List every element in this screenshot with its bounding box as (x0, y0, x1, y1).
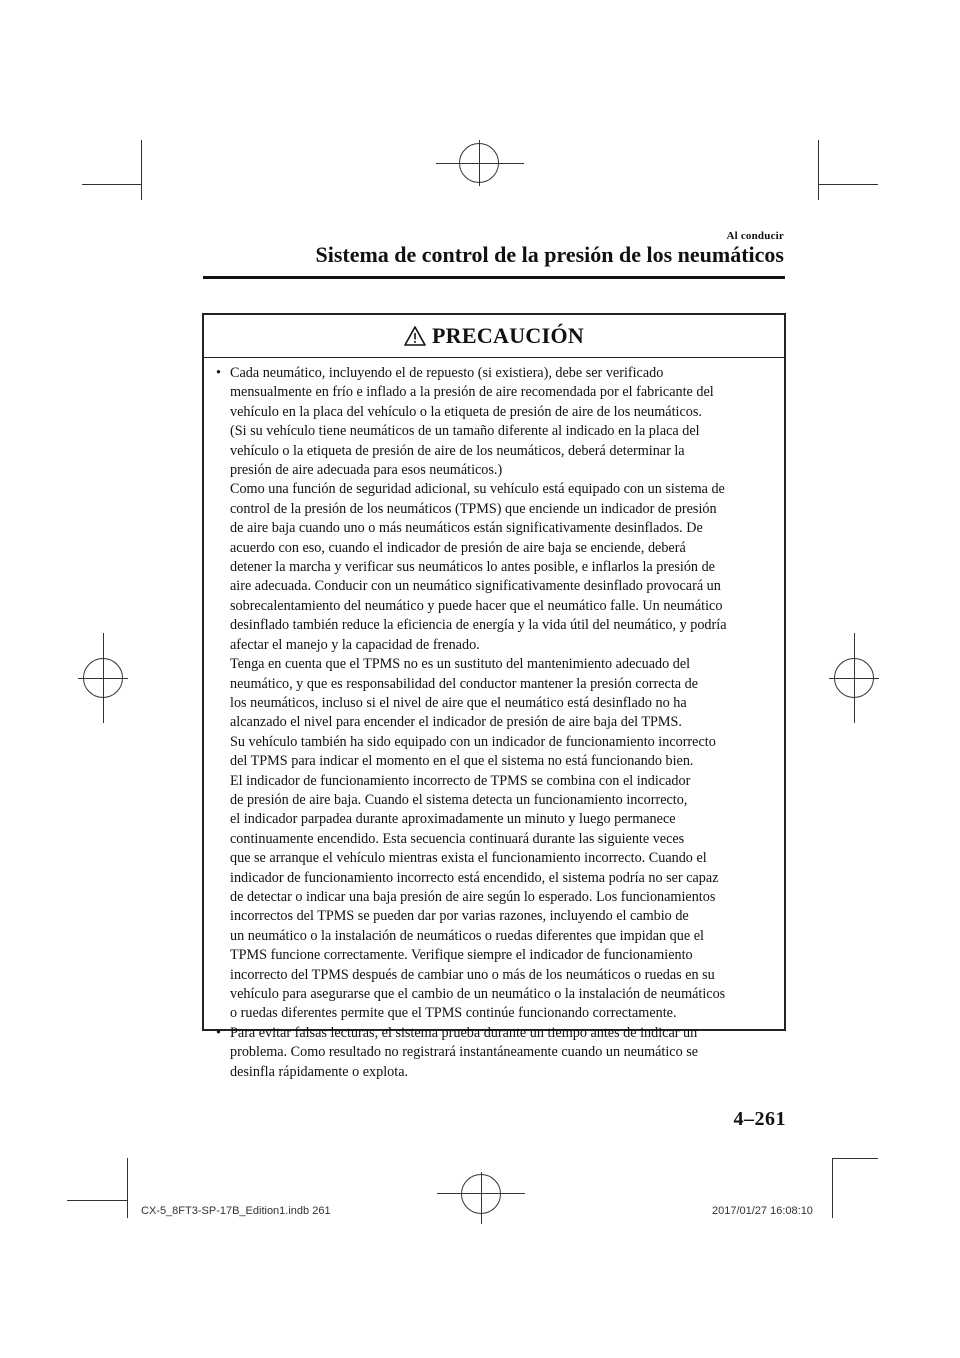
text-line: vehículo o la etiqueta de presión de aire de los neumáticos, deberá determinar la (230, 442, 685, 459)
text-line: control de la presión de los neumáticos (TPMS) que enciende un indicador de presión (230, 500, 717, 517)
text-line: incorrecto del TPMS después de cambiar uno o más de los neumáticos o ruedas en su (230, 966, 715, 983)
caution-title: PRECAUCIÓN (431, 323, 585, 348)
bullet-text (230, 364, 776, 1024)
text-line: un neumático o la instalación de neumáticos o ruedas diferentes que impidan que el (230, 927, 704, 944)
section-label: Al conducir (726, 230, 784, 242)
text-line: continuamente encendido. Esta secuencia continuará durante las siguiente veces (230, 830, 685, 847)
text-line: o ruedas diferentes permite que el TPMS continúe funcionando correctamente. (230, 1005, 677, 1022)
title-rule (203, 276, 785, 279)
text-line: alcanzado el nivel para encender el indicador de presión de aire baja del TPMS. (230, 714, 682, 731)
text-line: de aire baja cuando uno o más neumáticos están significativamente desinflados. De (230, 520, 703, 537)
page-number: 4–261 (733, 1108, 786, 1130)
text-line: desinflado también reduce la eficiencia de energía y la vida útil del neumático, y podría (230, 617, 727, 634)
text-line: desinfla rápidamente o explota. (230, 1063, 409, 1080)
text-line: de presión de aire baja. Cuando el sistema detecta un funcionamiento incorrecto, (230, 791, 688, 808)
bullet-item (216, 1024, 776, 1082)
text-line: acuerdo con eso, cuando el indicador de presión de aire baja se enciende, deberá (230, 539, 686, 556)
page-title: Sistema de control de la presión de los neumáticos (315, 242, 784, 267)
text-line: TPMS funcione correctamente. Verifique siempre el indicador de funcionamiento (230, 947, 693, 964)
bullet-mark: • (216, 1024, 221, 1041)
warning-triangle-icon (404, 326, 426, 346)
text-line: los neumáticos, incluso si el nivel de aire que el neumático está desinflado no ha (230, 694, 687, 711)
text-line: problema. Como resultado no registrará instantáneamente cuando un neumático se (230, 1044, 699, 1061)
text-line: vehículo en la placa del vehículo o la etiqueta de presión de aire de los neumáticos. (230, 403, 702, 420)
text-line: Tenga en cuenta que el TPMS no es un sustituto del mantenimiento adecuado del (230, 656, 691, 673)
bullet-text (230, 1024, 776, 1082)
text-line: El indicador de funcionamiento incorrecto de TPMS se combina con el indicador (230, 772, 691, 789)
text-line: Su vehículo también ha sido equipado con un indicador de funcionamiento incorrecto (230, 733, 716, 750)
text-line: que se arranque el vehículo mientras exista el funcionamiento incorrecto. Cuando el (230, 850, 707, 867)
text-line: (Si su vehículo tiene neumáticos de un tamaño diferente al indicado en la placa del (230, 423, 700, 440)
text-line: sobrecalentamiento del neumático y puede hacer que el neumático falle. Un neumático (230, 597, 723, 614)
caution-body (204, 358, 784, 1082)
footer-file: CX-5_8FT3-SP-17B_Edition1.indb 261 (141, 1205, 331, 1217)
text-line: presión de aire adecuada para esos neumáticos.) (230, 462, 503, 479)
text-line: vehículo para asegurarse que el cambio de un neumático o la instalación de neumáticos (230, 986, 726, 1002)
bullet-item (216, 364, 776, 1024)
text-line: indicador de funcionamiento incorrecto está encendido, el sistema podría no ser capaz (230, 869, 719, 886)
caution-box (202, 313, 786, 1080)
text-line: Cada neumático, incluyendo el de repuesto (si existiera), debe ser verificado (230, 365, 664, 381)
text-line: el indicador parpadea durante aproximadamente un minuto y luego permanece (230, 811, 676, 828)
text-line: mensualmente en frío e inflado a la presión de aire recomendada por el fabricante del (230, 384, 714, 401)
text-line: incorrectos del TPMS se pueden dar por varias razones, incluyendo el cambio de (230, 908, 689, 925)
text-line: del TPMS para indicar el momento en el que el sistema no está funcionando bien. (230, 753, 694, 770)
text-line: neumático, y que es responsabilidad del conductor mantener la presión correcta de (230, 675, 699, 692)
text-line: aire adecuada. Conducir con un neumático significativamente desinflado provocará un (230, 578, 721, 595)
footer-timestamp: 2017/01/27 16:08:10 (712, 1205, 813, 1217)
caution-header (204, 315, 784, 358)
text-line: de detectar o indicar una baja presión de aire según lo esperado. Los funcionamientos (230, 888, 716, 905)
bullet-mark: • (216, 365, 221, 381)
text-line: detener la marcha y verificar sus neumáticos lo antes posible, e inflarlos la presión de (230, 559, 715, 576)
text-line: afectar el manejo y la capacidad de frenado. (230, 636, 480, 653)
text-line: Como una función de seguridad adicional, su vehículo está equipado con un sistema de (230, 481, 725, 498)
text-line: Para evitar falsas lecturas, el sistema prueba durante un tiempo antes de indicar un (230, 1024, 698, 1041)
